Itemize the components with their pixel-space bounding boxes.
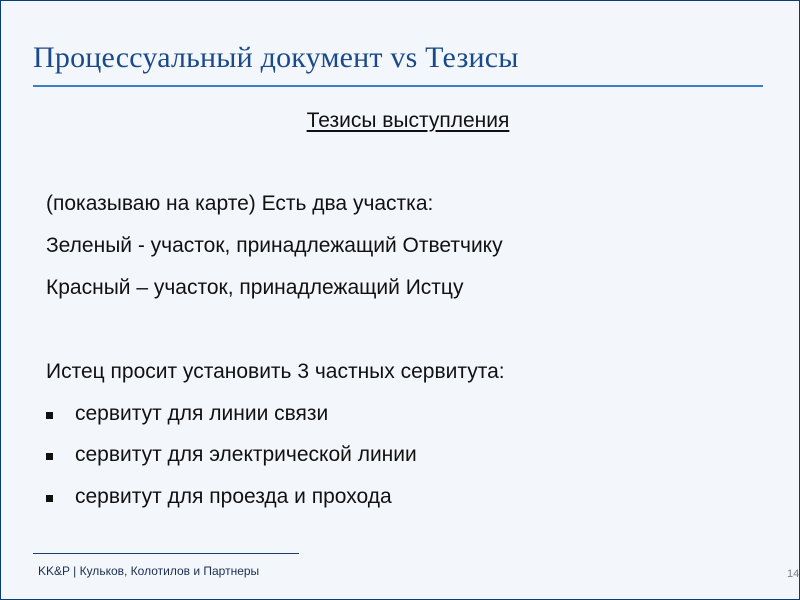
page-number: 14: [787, 568, 800, 580]
footer-company: KK&P | Кульков, Колотилов и Партнеры: [38, 564, 260, 578]
footer-divider: [33, 553, 299, 554]
body-line-map-note: (показываю на карте) Есть два участка:: [46, 192, 434, 215]
body-line-green-plot: Зеленый - участок, принадлежащий Ответчику: [46, 234, 503, 257]
title-divider: [33, 85, 763, 87]
slide-subtitle: Тезисы выступления: [306, 109, 510, 132]
body-line-red-plot: Красный – участок, принадлежащий Истцу: [46, 276, 464, 299]
bullet-text: сервитут для электрической линии: [75, 443, 417, 466]
square-bullet-icon: [46, 412, 53, 419]
bullet-text: сервитут для линии связи: [75, 402, 329, 425]
body-line-claim: Истец просит установить 3 частных сервитута:: [46, 360, 505, 383]
bullet-text: сервитут для проезда и прохода: [75, 485, 392, 508]
square-bullet-icon: [46, 453, 53, 460]
square-bullet-icon: [46, 495, 53, 502]
slide-title: Процессуальный документ vs Тезисы: [33, 41, 519, 74]
